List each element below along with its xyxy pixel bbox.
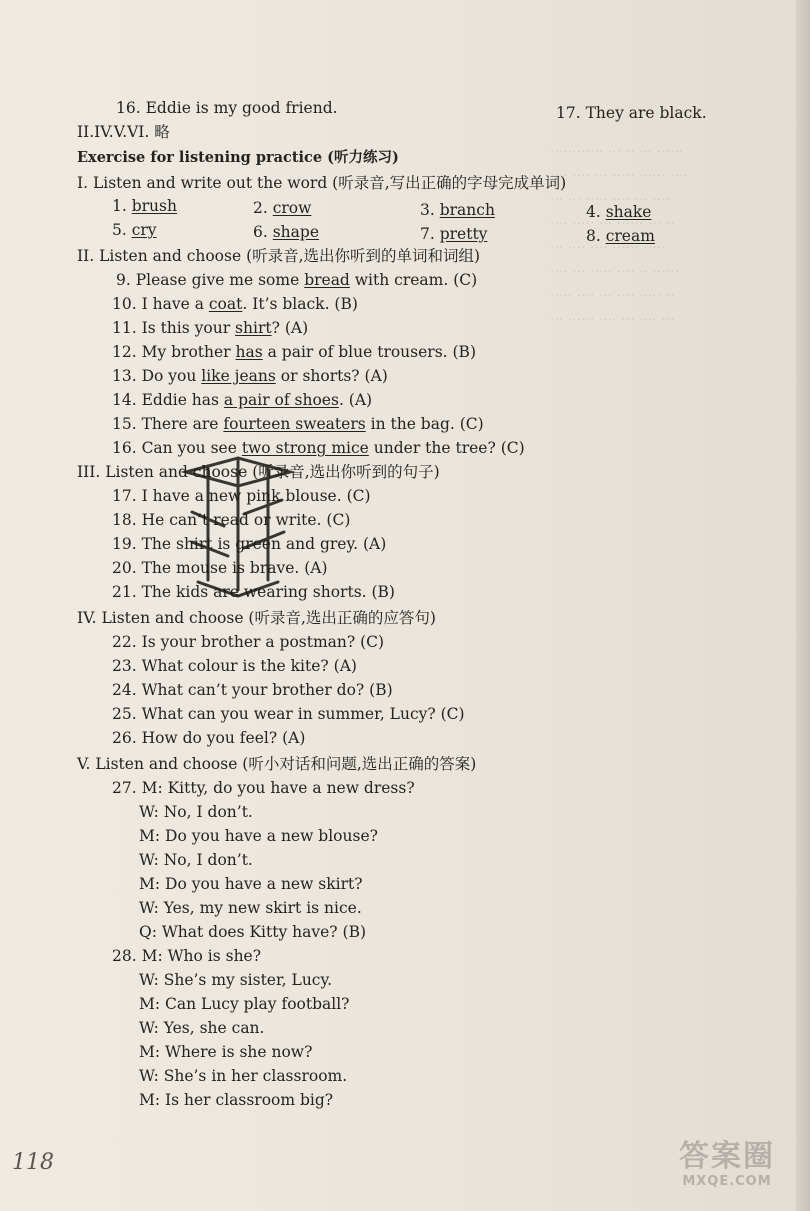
word-item: 5. cry [112,221,157,239]
dialogue-line: W: Yes, she can. [139,1019,265,1037]
text-line: II.IV.V.VI. 略 [77,123,170,141]
answer-item: 26. How do you feel? (A) [112,729,306,747]
answer-item: 20. The mouse is brave. (A) [112,559,328,577]
answer-item: 12. My brother has a pair of blue trousers. (B) [112,343,476,361]
word-item: 1. brush [112,197,177,215]
answer-item: 10. I have a coat. It’s black. (B) [112,295,358,313]
dialogue-line: M: Where is she now? [139,1043,313,1061]
section-title: I. Listen and write out the word (听录音,写出正确的字母完成单词) [77,174,567,192]
section-heading: Exercise for listening practice (听力练习) [77,149,399,166]
answer-item: 22. Is your brother a postman? (C) [112,633,385,651]
answer-item: 23. What colour is the kite? (A) [112,657,357,675]
answer-item: 21. The kids are wearing shorts. (B) [112,583,395,601]
answer-item: 14. Eddie has a pair of shoes. (A) [112,391,373,409]
section-title: IV. Listen and choose (听录音,选出正确的应答句) [77,609,436,627]
answer-item: 25. What can you wear in summer, Lucy? (C) [112,705,465,723]
dialogue-line: W: She’s my sister, Lucy. [139,971,333,989]
dialogue-line: 28. M: Who is she? [112,947,262,965]
word-item: 6. shape [253,223,319,241]
answer-item: 16. Can you see two strong mice under the tree? (C) [112,439,525,457]
word-item: 2. crow [253,199,312,217]
page-edge [796,0,810,1211]
dialogue-line: 27. M: Kitty, do you have a new dress? [112,779,415,797]
answer-item: 11. Is this your shirt? (A) [112,319,309,337]
watermark-logo [662,1140,792,1200]
answer-item: 24. What can’t your brother do? (B) [112,681,393,699]
dialogue-line: Q: What does Kitty have? (B) [139,923,367,941]
watermark-url: MXQE.COM [682,1174,772,1189]
section-title: V. Listen and choose (听小对话和问题,选出正确的答案) [77,755,477,773]
dialogue-line: M: Do you have a new blouse? [139,827,378,845]
text-line: 16. Eddie is my good friend. [116,99,338,117]
watermark-text: 答案圈 [679,1139,775,1174]
dialogue-line: W: She’s in her classroom. [139,1067,348,1085]
section-title: II. Listen and choose (听录音,选出你听到的单词和词组) [77,247,481,265]
dialogue-line: W: No, I don’t. [139,851,253,869]
answer-item: 15. There are fourteen sweaters in the bag. (C) [112,415,484,433]
dialogue-line: M: Do you have a new skirt? [139,875,363,893]
word-item: 3. branch [420,201,495,219]
show-through-text: ············ ··· ·· ··· ······ ···· ···· ··· ····· ······ ···· ··· ··· ····· ···· ··· ···· ···· ····· ··· ······ ··· ·· ··· ···· ···· ······ ····· ···· ··· ····· ···· ·· ······ ····· ···· ··· ···· ····· ·· ··· ······ ···· ··· ···· ··· [550,144,688,328]
answer-item: 13. Do you like jeans or shorts? (A) [112,367,388,385]
section-title: III. Listen and choose (听录音,选出你听到的句子) [77,463,440,481]
answer-item: 19. The shirt is green and grey. (A) [112,535,387,553]
word-item: 7. pretty [420,225,488,243]
answer-item: 18. He can’t read or write. (C) [112,511,351,529]
page-number: 118 [12,1150,54,1175]
answer-item: 9. Please give me some bread with cream. (C) [116,271,478,289]
word-item: 8. cream [586,227,655,245]
right-column-line: 17. They are black. [556,104,707,122]
word-item: 4. shake [586,203,652,221]
answer-item: 17. I have a new pink blouse. (C) [112,487,371,505]
dialogue-line: M: Can Lucy play football? [139,995,350,1013]
dialogue-line: W: Yes, my new skirt is nice. [139,899,362,917]
dialogue-line: M: Is her classroom big? [139,1091,334,1109]
dialogue-line: W: No, I don’t. [139,803,253,821]
